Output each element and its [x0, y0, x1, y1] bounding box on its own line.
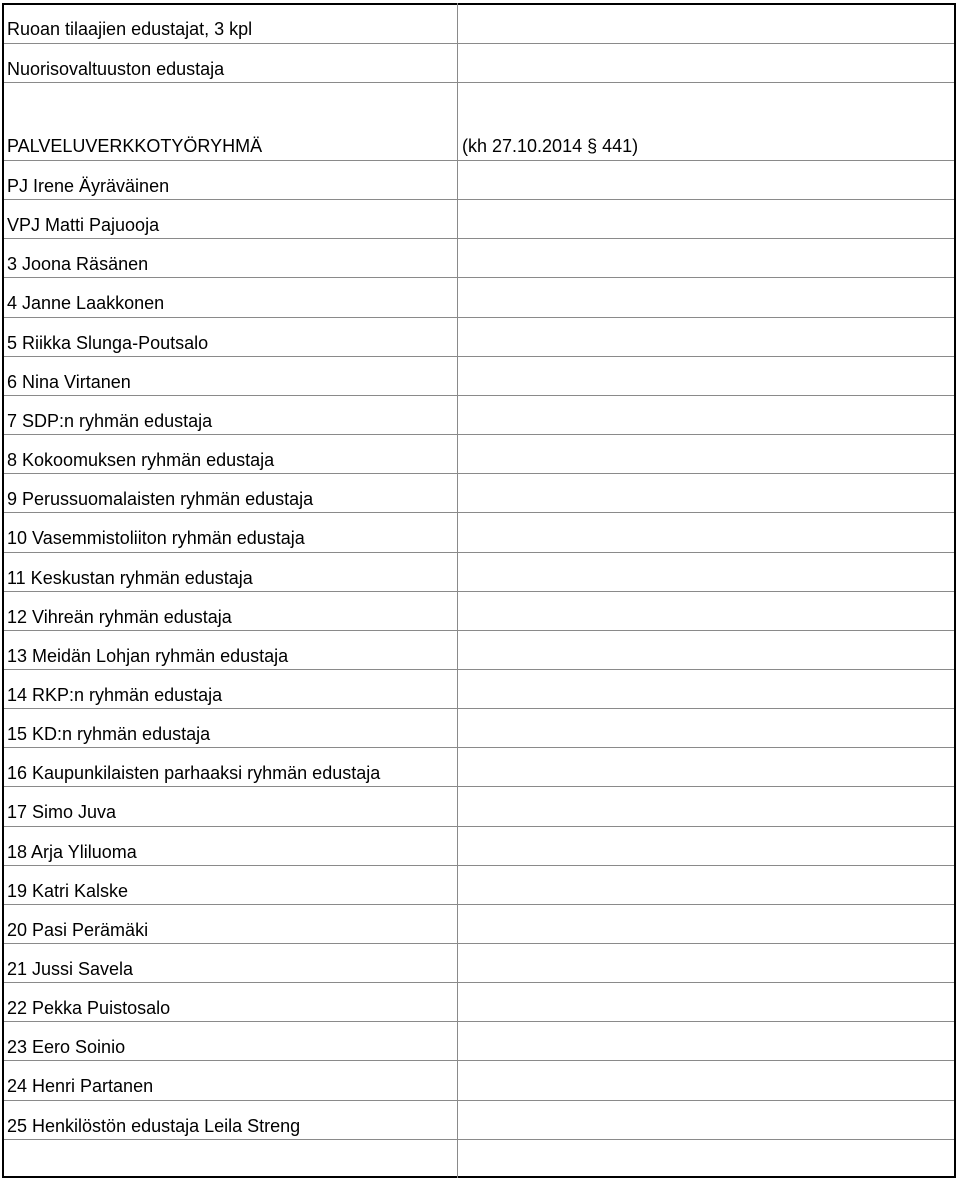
member-row: 19 Katri Kalske [7, 881, 129, 901]
row-divider [4, 1139, 954, 1140]
member-row: 23 Eero Soinio [7, 1037, 126, 1057]
group-title: PALVELUVERKKOTYÖRYHMÄ [7, 136, 263, 156]
member-row: 16 Kaupunkilaisten parhaaksi ryhmän edustaja [7, 763, 381, 783]
member-row: 9 Perussuomalaisten ryhmän edustaja [7, 489, 314, 509]
row-divider [4, 317, 954, 318]
member-row: 8 Kokoomuksen ryhmän edustaja [7, 450, 275, 470]
member-row: 4 Janne Laakkonen [7, 293, 165, 313]
row-divider [4, 1021, 954, 1022]
member-row: 3 Joona Räsänen [7, 254, 149, 274]
row-divider [4, 199, 954, 200]
row-divider [4, 826, 954, 827]
row-divider [4, 82, 954, 83]
member-row: 20 Pasi Perämäki [7, 920, 149, 940]
row-divider [4, 865, 954, 866]
member-row: 18 Arja Yliluoma [7, 842, 137, 862]
row-divider [4, 512, 954, 513]
row-divider [4, 473, 954, 474]
member-row: 5 Riikka Slunga-Poutsalo [7, 333, 209, 353]
member-row: 13 Meidän Lohjan ryhmän edustaja [7, 646, 289, 666]
row-divider [4, 943, 954, 944]
member-row: 24 Henri Partanen [7, 1076, 154, 1096]
row-divider [4, 277, 954, 278]
row-divider [4, 708, 954, 709]
header-row-youth-council: Nuorisovaltuuston edustaja [7, 59, 225, 79]
header-row-ordering-reps: Ruoan tilaajien edustajat, 3 kpl [7, 19, 253, 39]
row-divider [4, 786, 954, 787]
member-row: 22 Pekka Puistosalo [7, 998, 171, 1018]
member-row: 10 Vasemmistoliiton ryhmän edustaja [7, 528, 305, 548]
member-row: 25 Henkilöstön edustaja Leila Streng [7, 1116, 301, 1136]
row-divider [4, 238, 954, 239]
member-row: VPJ Matti Pajuooja [7, 215, 160, 235]
member-row: 14 RKP:n ryhmän edustaja [7, 685, 223, 705]
row-divider [4, 747, 954, 748]
member-row: 6 Nina Virtanen [7, 372, 131, 392]
row-divider [4, 982, 954, 983]
row-divider [4, 1100, 954, 1101]
row-divider [4, 904, 954, 905]
row-divider [4, 591, 954, 592]
row-divider [4, 630, 954, 631]
member-row: 21 Jussi Savela [7, 959, 134, 979]
row-divider [4, 669, 954, 670]
row-divider [4, 434, 954, 435]
member-row: 12 Vihreän ryhmän edustaja [7, 607, 232, 627]
row-divider [4, 1060, 954, 1061]
member-row: 17 Simo Juva [7, 802, 117, 822]
row-divider [4, 356, 954, 357]
row-divider [4, 395, 954, 396]
decision-reference: (kh 27.10.2014 § 441) [462, 136, 639, 156]
row-divider [4, 43, 954, 44]
row-divider [4, 552, 954, 553]
member-row: 15 KD:n ryhmän edustaja [7, 724, 211, 744]
member-row: 7 SDP:n ryhmän edustaja [7, 411, 213, 431]
row-divider [4, 160, 954, 161]
member-row: 11 Keskustan ryhmän edustaja [7, 568, 253, 588]
member-row: PJ Irene Äyräväinen [7, 176, 170, 196]
